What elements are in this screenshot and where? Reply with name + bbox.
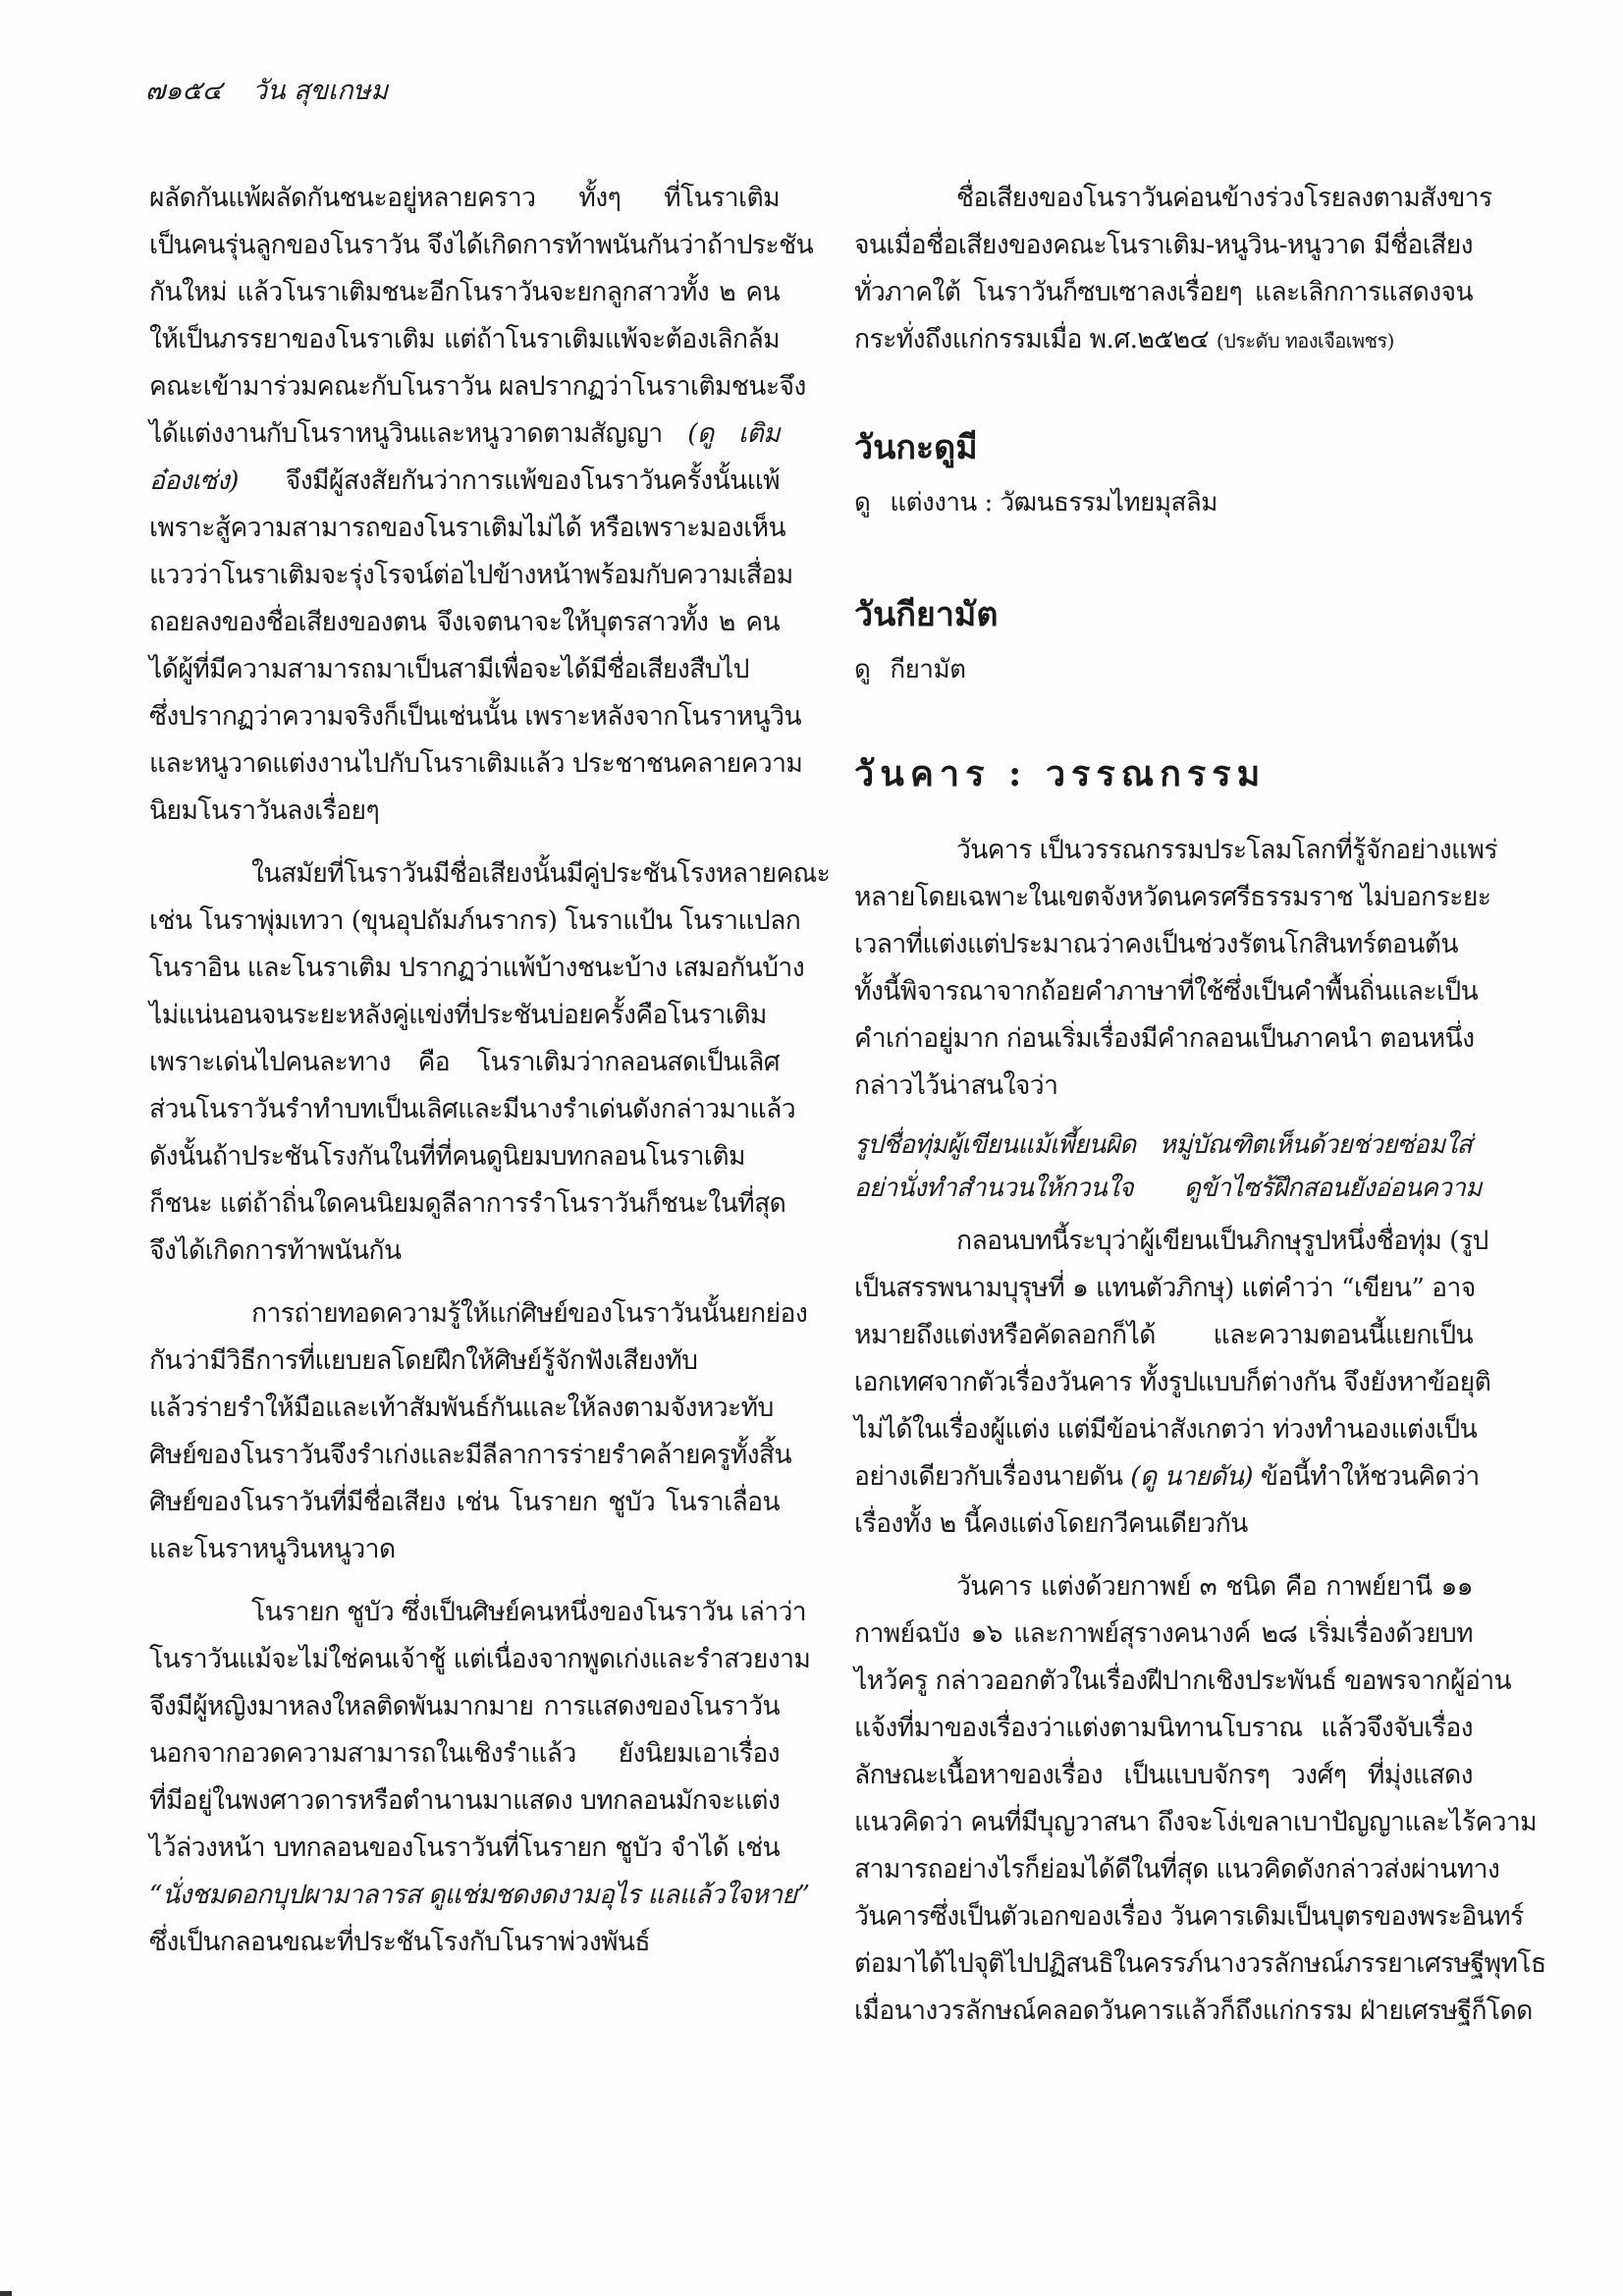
text-line: ทั้งนี้พิจารณาจากถ้อยคำภาษาที่ใช้ซึ่งเป็นคำพื้นถิ่นและเป็น [854, 976, 1479, 1007]
text-line: เอกเทศจากตัวเรื่องวันคาร ทั้งรูปแบบก็ต่างกัน จึงยังหาข้อยุติ [854, 1367, 1491, 1397]
paragraph [149, 850, 831, 1275]
text-line: ไม่แน่นอนจนระยะหลังคู่แข่งที่ประชันบ่อยครั้งคือโนราเติม [149, 1000, 767, 1030]
text-line: ดังนั้นถ้าประชันโรงกันในที่ที่คนดูนิยมบทกลอนโนราเติม [149, 1141, 745, 1172]
text-line [854, 316, 1473, 363]
section-title: วันคาร : วรรณกรรม [854, 753, 1267, 794]
paragraph [854, 1218, 1491, 1548]
text-line: ศิษย์ของโนราวันที่มีชื่อเสียง เช่น โนรายก ชูบัว โนราเลื่อน [149, 1487, 780, 1517]
text-line: ที่มีอยู่ในพงศาวดารหรือตำนานมาแสดง บทกลอนมักจะแต่ง [149, 1785, 781, 1816]
cross-reference[interactable]: กียามัต [890, 655, 966, 684]
text-line: และหนูวาดแต่งงานไปกับโนราเติมแล้ว ประชาชนคลายความ [149, 748, 803, 779]
text-line: เพราะสู้ความสามารถของโนราเติมไม่ได้ หรือเพราะมองเห็น [149, 513, 786, 543]
text-line: ต่อมาได้ไปจุติไปปฏิสนธิในครรภ์นางวรลักษณ์ภรรยาเศรษฐีพุทโธ [854, 1948, 1546, 1979]
text-line: สามารถอย่างไรก็ย่อมได้ดีในที่สุด แนวคิดดังกล่าวส่งผ่านทาง [854, 1854, 1500, 1885]
paragraph [854, 175, 1492, 363]
text-line: ซึ่งปรากฏว่าความจริงก็เป็นเช่นนั้น เพราะหลังจากโนราหนูวิน [149, 701, 801, 732]
text-line: เช่น โนราพุ่มเทวา (ขุนอุปถัมภ์นรากร) โนราแป้น โนราแปลก [149, 905, 801, 936]
see-reference [854, 646, 1473, 693]
cross-reference[interactable]: (ดู นายดัน) [1130, 1461, 1253, 1492]
text-span: กระทั่งถึงแก่กรรมเมื่อ พ.ศ.๒๕๒๔ [854, 324, 1217, 355]
poem-hemistich: ดูข้าไซร้ฝึกสอนยังอ่อนความ [1183, 1174, 1482, 1203]
scan-edge-mark [0, 2291, 12, 2296]
text-line: โนราวันแม้จะไม่ใช่คนเจ้าชู้ แต่เนื่องจากพูดเก่งและรำสวยงาม [149, 1644, 811, 1674]
entry-title: วันกะดูมี [854, 428, 978, 467]
text-line: ทั่วภาคใต้ โนราวันก็ซบเซาลงเรื่อยๆ และเลิกการแสดงจน [854, 277, 1473, 307]
see-reference [854, 479, 1473, 526]
paragraph [149, 1589, 811, 1966]
text-span: ข้อนี้ทำให้ชวนคิดว่า [1253, 1461, 1480, 1492]
text-line: กลอนบทนี้ระบุว่าผู้เขียนเป็นภิกษุรูปหนึ่งชื่อทุ่ม (รูป [956, 1226, 1488, 1256]
text-line: ผลัดกันแพ้ผลัดกันชนะอยู่หลายคราว ทั้งๆ ที่โนราเติม [149, 183, 780, 213]
text-line: เป็นสรรพนามบุรุษที่ ๑ แทนตัวภิกษุ) แต่คำว่า “เขียน” อาจ [854, 1273, 1476, 1303]
quoted-verse: “นั่งชมดอกบุปผามาลารส ดูแช่มชดงดงามอุไร แลแล้วใจหาย” [149, 1880, 810, 1910]
text-line: กาพย์ฉบัง ๑๖ และกาพย์สุรางคนางค์ ๒๘ เริ่มเรื่องด้วยบท [854, 1618, 1473, 1649]
text-line: เมื่อนางวรลักษณ์คลอดวันคารแล้วก็ถึงแก่กรรม ฝ่ายเศรษฐีก็โดด [854, 1995, 1533, 2026]
text-line: หมายถึงแต่งหรือคัดลอกก็ได้ และความตอนนี้แยกเป็น [854, 1320, 1473, 1350]
text-line: และโนราหนูวินหนูวาด [149, 1534, 396, 1564]
text-line: แล้วร่ายรำให้มือและเท้าสัมพันธ์กันและให้ลงตามจังหวะทับ [149, 1393, 774, 1423]
poem-line [854, 1167, 1482, 1210]
text-line [149, 458, 780, 505]
right-column [854, 175, 1546, 2035]
paragraph [854, 1563, 1546, 2035]
text-line: ส่วนโนราวันรำทำบทเป็นเลิศและมีนางรำเด่นดังกล่าวมาแล้ว [149, 1094, 796, 1124]
text-line [149, 410, 780, 458]
text-line: กันว่ามีวิธีการที่แยบยลโดยฝึกให้ศิษย์รู้จักฟังเสียงทับ [149, 1345, 698, 1376]
poem-hemistich: รูปชื่อทุ่มผู้เขียนแม้เพี้ยนผิด [854, 1130, 1136, 1160]
text-line: คำเก่าอยู่มาก ก่อนเริ่มเรื่องมีคำกลอนเป็นภาคนำ ตอนหนึ่ง [854, 1023, 1475, 1054]
poem-line [854, 1123, 1473, 1167]
text-line: แจ้งที่มาของเรื่องว่าแต่งตามนิทานโบราณ แล้วจึงจับเรื่อง [854, 1713, 1473, 1743]
text-line: วันคาร เป็นวรรณกรรมประโลมโลกที่รู้จักอย่างแพร่ [956, 835, 1498, 865]
paragraph [149, 1290, 808, 1573]
text-line: วันคาร แต่งด้วยกาพย์ ๓ ชนิด คือ กาพย์ยานี ๑๑ [956, 1571, 1473, 1602]
author-credit: (ประดับ ทองเจือเพชร) [1216, 329, 1394, 353]
text-line: ก็ชนะ แต่ถ้าถิ่นใดคนนิยมดูลีลาการรำโนราวันก็ชนะในที่สุด [149, 1188, 786, 1219]
text-line: ได้ผู้ที่มีความสามารถมาเป็นสามีเพื่อจะได้มีชื่อเสียงสืบไป [149, 654, 749, 684]
text-line: ไว้ล่วงหน้า บทกลอนของโนราวันที่โนรายก ชูบัว จำได้ เช่น [149, 1832, 780, 1863]
text-line: ลักษณะเนื้อหาของเรื่อง เป็นแบบจักรๆ วงศ์ๆ ที่มุ่งแสดง [854, 1760, 1473, 1790]
text-line: ชื่อเสียงของโนราวันค่อนข้างร่วงโรยลงตามสังขาร [956, 183, 1492, 213]
text-line: กล่าวไว้น่าสนใจว่า [854, 1070, 1058, 1101]
text-line: ไม่ได้ในเรื่องผู้แต่ง แต่มีข้อน่าสังเกตว่า ท่วงทำนองแต่งเป็น [854, 1414, 1478, 1445]
text-line: ในสมัยที่โนราวันมีชื่อเสียงนั้นมีคู่ประชันโรงหลายคณะ [251, 858, 831, 889]
text-line: ซึ่งเป็นกลอนขณะที่ประชันโรงกับโนราพ่วงพันธ์ [149, 1927, 651, 1957]
see-label: ดู [854, 488, 871, 518]
text-line: ถอยลงของชื่อเสียงของตน จึงเจตนาจะให้บุตรสาวทั้ง ๒ คน [149, 607, 780, 637]
text-span: อย่างเดียวกับเรื่องนายดัน [854, 1461, 1131, 1492]
text-line: จึงมีผู้หญิงมาหลงใหลติดพันมากมาย การแสดงของโนราวัน [149, 1691, 780, 1722]
text-line: คณะเข้ามาร่วมคณะกับโนราวัน ผลปรากฏว่าโนราเติมชนะจึง [149, 371, 806, 402]
poem-hemistich: อย่านั่งทำสำนวนให้กวนใจ [854, 1174, 1133, 1203]
text-span: ได้แต่งงานกับโนราหนูวินและหนูวาดตามสัญญา [149, 418, 688, 449]
text-line: ศิษย์ของโนราวันจึงรำเก่งและมีลีลาการร่ายรำคล้ายครูทั้งสิ้น [149, 1440, 791, 1470]
text-span: จึงมีผู้สงสัยกันว่าการแพ้ของโนราวันครั้งนั้นแพ้ [238, 465, 780, 496]
text-line: เป็นคนรุ่นลูกของโนราวัน จึงได้เกิดการท้าพนันกันว่าถ้าประชัน [149, 230, 814, 260]
text-line: นอกจากอวดความสามารถในเชิงรำแล้ว ยังนิยมเอาเรื่อง [149, 1738, 780, 1769]
text-line: ไหว้ครู กล่าวออกตัวในเรื่องฝีปากเชิงประพันธ์ ขอพรจากผู้อ่าน [854, 1666, 1512, 1696]
page-number: ๗๑๕๔ [145, 76, 223, 106]
paragraph [149, 175, 814, 835]
text-line: กันใหม่ แล้วโนราเติมชนะอีกโนราวันจะยกลูกสาวทั้ง ๒ คน [149, 277, 780, 307]
text-line: จึงได้เกิดการท้าพนันกัน [149, 1235, 402, 1266]
cross-reference[interactable]: แต่งงาน : วัฒนธรรมไทยมุสลิม [890, 488, 1217, 518]
poem-hemistich: หมู่บัณฑิตเห็นด้วยช่วยซ่อมใส่ [1159, 1130, 1472, 1160]
text-line: วันคารซึ่งเป็นตัวเอกของเรื่อง วันคารเดิมเป็นบุตรของพระอินทร์ [854, 1901, 1524, 1932]
text-line: นิยมโนราวันลงเรื่อยๆ [149, 795, 380, 826]
running-header [145, 69, 388, 111]
see-label: ดู [854, 655, 871, 684]
text-line: ให้เป็นภรรยาของโนราเติม แต่ถ้าโนราเติมแพ้จะต้องเลิกล้ม [149, 324, 780, 355]
text-line: หลายโดยเฉพาะในเขตจังหวัดนครศรีธรรมราช ไม่บอกระยะ [854, 882, 1491, 912]
text-line: โนรายก ชูบัว ซึ่งเป็นศิษย์คนหนึ่งของโนราวัน เล่าว่า [251, 1597, 807, 1627]
text-line: จนเมื่อชื่อเสียงของคณะโนราเติม-หนูวิน-หนูวาด มีชื่อเสียง [854, 230, 1473, 260]
running-title: วัน สุขเกษม [251, 76, 389, 106]
text-line: เพราะเด่นไปคนละทาง คือ โนราเติมว่ากลอนสดเป็นเลิศ [149, 1047, 780, 1077]
text-line: เรื่องทั้ง ๒ นี้คงแต่งโดยกวีคนเดียวกัน [854, 1508, 1248, 1539]
poem [854, 1123, 1482, 1210]
text-line: แนวคิดว่า คนที่มีบุญวาสนา ถึงจะโง่เขลาเบาปัญญาและไร้ความ [854, 1807, 1538, 1837]
cross-reference[interactable]: อ๋องเซ่ง) [149, 465, 239, 496]
text-line: แววว่าโนราเติมจะรุ่งโรจน์ต่อไปข้างหน้าพร้อมกับความเสื่อม [149, 560, 793, 590]
text-line: โนราอิน และโนราเติม ปรากฏว่าแพ้บ้างชนะบ้าง เสมอกันบ้าง [149, 953, 805, 983]
text-line: การถ่ายทอดความรู้ให้แก่ศิษย์ของโนราวันนั้นยกย่อง [251, 1298, 808, 1329]
paragraph [854, 827, 1498, 1110]
text-line [854, 1453, 1480, 1501]
text-line: เวลาที่แต่งแต่ประมาณว่าคงเป็นช่วงรัตนโกสินทร์ตอนต้น [854, 929, 1458, 959]
entry-title: วันกียามัต [854, 595, 999, 634]
left-column [149, 175, 831, 1966]
cross-reference[interactable]: (ดู เติม [687, 418, 780, 449]
